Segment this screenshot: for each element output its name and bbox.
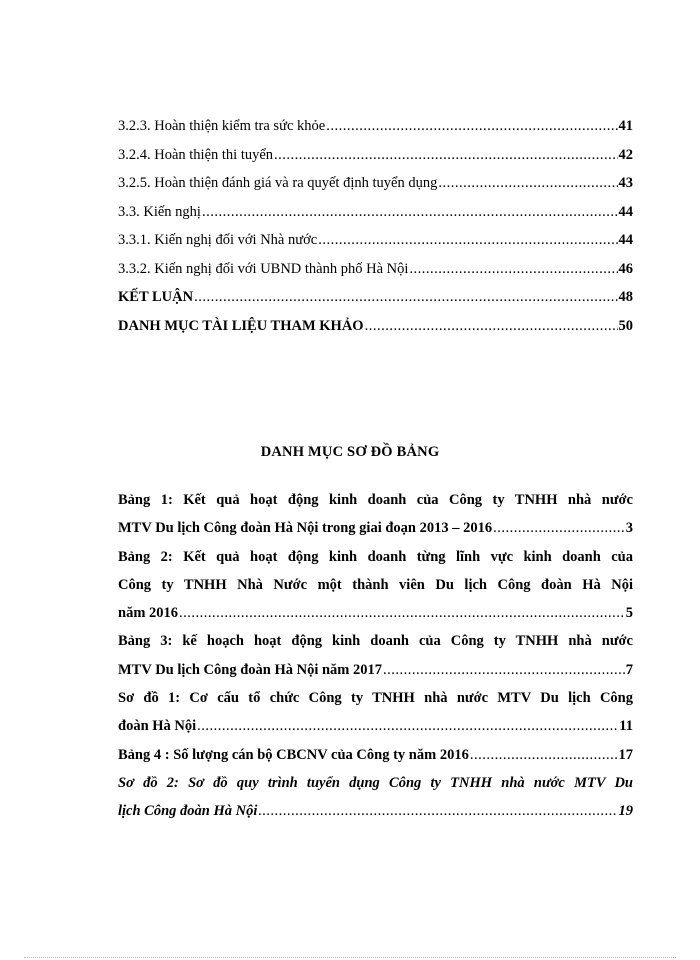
entry-text-line: Bảng 4 : Số lượng cán bộ CBCNV của Công ty năm 2016 (118, 746, 469, 763)
toc-entry-label: 3.3.2. Kiến nghị đối với UBND thành phố Hà Nội (118, 260, 409, 277)
toc-entry-page: 46 (618, 260, 633, 277)
toc-entry-page: 44 (618, 203, 633, 220)
dot-leader (274, 141, 617, 170)
toc-entry-label: 3.2.3. Hoàn thiện kiểm tra sức khỏe (118, 118, 326, 134)
entry-text-line: lịch Công đoàn Hà Nội (118, 803, 258, 820)
entry-text-line: Sơ đồ 1: Cơ cấu tổ chức Công ty TNHH nhà nước MTV Du lịch Công (118, 690, 633, 707)
entry-text-line: Bảng 3: kế hoạch hoạt động kinh doanh của Công ty TNHH nhà nước (118, 633, 633, 650)
dot-leader (258, 797, 617, 825)
toc-entry-page: 50 (618, 317, 633, 334)
toc-entry[interactable] (118, 283, 633, 312)
dot-leader (202, 198, 618, 227)
entry-page: 3 (625, 520, 633, 537)
entry-final-line (118, 797, 633, 825)
entry-page: 5 (625, 605, 633, 622)
dot-leader (194, 283, 617, 312)
entry-final-line (118, 599, 633, 627)
entry-final-line (118, 514, 633, 542)
toc-entry[interactable] (118, 169, 633, 198)
entry-text-line: Công ty TNHH Nhà Nước một thành viên Du lịch Công đoàn Hà Nội (118, 576, 633, 593)
page-bottom-rule (24, 957, 676, 958)
entry-page: 17 (618, 746, 633, 763)
figure-table-entry[interactable] (118, 627, 633, 684)
entry-text-line: năm 2016 (118, 605, 179, 622)
toc-entry-label: 3.2.5. Hoàn thiện đánh giá và ra quyết định tuyển dụng (118, 175, 438, 191)
toc-entry[interactable] (118, 198, 633, 227)
section-title: DANH MỤC SƠ ĐỒ BẢNG (260, 444, 440, 460)
entry-text-line: đoàn Hà Nội (118, 718, 197, 735)
toc-entry[interactable] (118, 255, 633, 284)
toc-entry[interactable] (118, 141, 633, 170)
entry-final-line (118, 741, 633, 769)
dot-leader (365, 312, 618, 341)
figure-table-entry[interactable] (118, 684, 633, 741)
dot-leader (409, 255, 617, 284)
figure-table-entry[interactable] (118, 486, 633, 543)
toc-entry-page: 48 (618, 289, 633, 305)
entry-final-line (118, 656, 633, 684)
table-of-contents (118, 112, 633, 340)
toc-entry[interactable] (118, 312, 633, 341)
toc-entry-label: 3.2.4. Hoàn thiện thi tuyển (118, 146, 274, 163)
toc-entry-page: 43 (618, 175, 633, 191)
entry-final-line (118, 712, 633, 740)
toc-entry-label: DANH MỤC TÀI LIỆU THAM KHẢO (118, 317, 364, 334)
dot-leader (197, 712, 618, 740)
entry-text-line: MTV Du lịch Công đoàn Hà Nội năm 2017 (118, 661, 382, 678)
toc-entry-label: 3.3.1. Kiến nghị đối với Nhà nước (118, 232, 318, 248)
entry-text-line: Bảng 2: Kết quả hoạt động kinh doanh từng lĩnh vực kinh doanh của (118, 548, 633, 565)
dot-leader (438, 169, 617, 198)
toc-entry-label: KẾT LUẬN (118, 289, 194, 305)
toc-entry-label: 3.3. Kiến nghị (118, 203, 201, 220)
dot-leader (179, 599, 625, 627)
entry-page: 11 (619, 718, 633, 735)
figure-table-entry[interactable] (118, 741, 633, 769)
entry-text-line: MTV Du lịch Công đoàn Hà Nội trong giai đoạn 2013 – 2016 (118, 520, 493, 537)
dot-leader (318, 226, 617, 255)
dot-leader (493, 514, 625, 542)
entry-text-line: Bảng 1: Kết quả hoạt động kinh doanh của Công ty TNHH nhà nước (118, 492, 633, 508)
dot-leader (326, 112, 617, 141)
entry-page: 19 (618, 803, 633, 820)
toc-entry-page: 44 (618, 232, 633, 248)
entry-text-line: Sơ đồ 2: Sơ đồ quy trình tuyển dụng Công ty TNHH nhà nước MTV Du (118, 774, 633, 791)
figure-table-entry[interactable] (118, 543, 633, 628)
dot-leader (470, 741, 618, 769)
toc-entry[interactable] (118, 112, 633, 141)
toc-entry-page: 42 (618, 146, 633, 163)
figure-table-list (118, 486, 633, 826)
entry-page: 7 (625, 661, 633, 678)
toc-entry[interactable] (118, 226, 633, 255)
dot-leader (383, 656, 625, 684)
toc-entry-page: 41 (618, 118, 633, 134)
figure-table-entry[interactable] (118, 769, 633, 826)
